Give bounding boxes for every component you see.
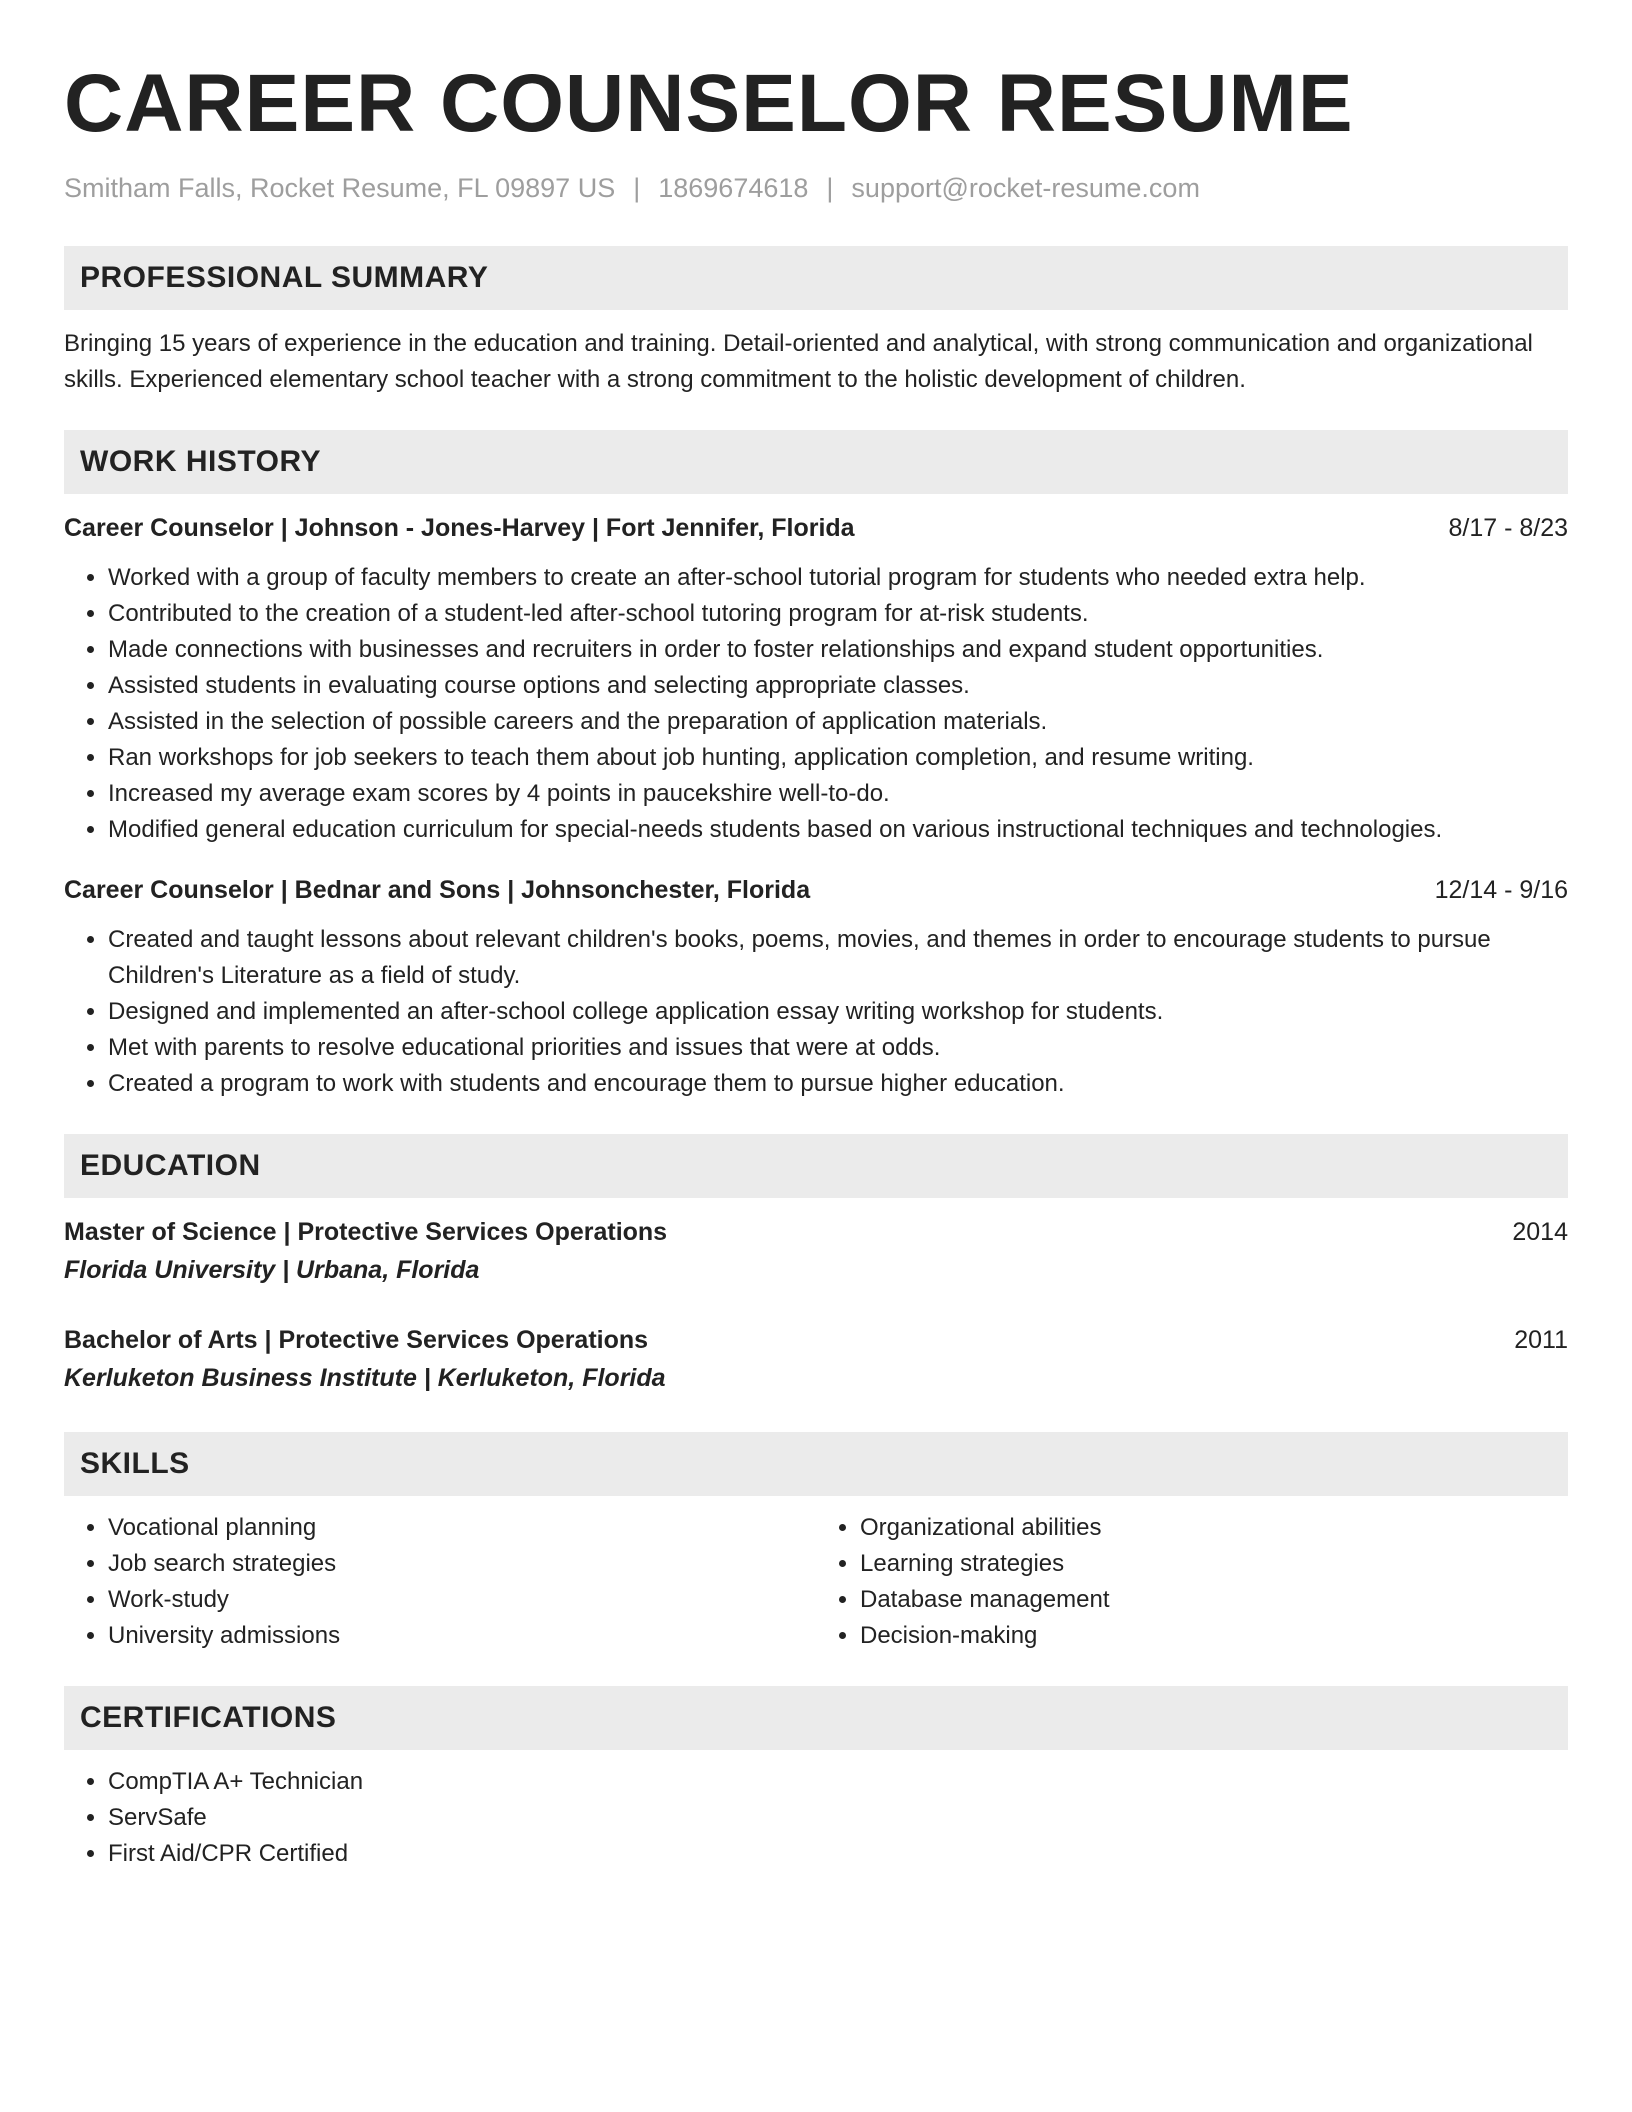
education-heading: EDUCATION (64, 1134, 1568, 1198)
job-bullet: • Designed and implemented an after-school college application essay writing workshop for students. (108, 994, 1568, 1030)
job-header (64, 872, 1568, 908)
certification-item: • CompTIA A+ Technician (108, 1764, 1568, 1800)
resume-title: CAREER COUNSELOR RESUME (64, 58, 1354, 149)
contact-address: Smitham Falls, Rocket Resume, FL 09897 US (64, 173, 616, 203)
contact-separator: | (826, 173, 834, 203)
education-year: 2011 (1514, 1326, 1568, 1354)
contact-line (64, 170, 1568, 206)
education-school: Kerluketon Business Institute | Kerluketon, Florida (64, 1364, 666, 1392)
certifications-list (64, 1764, 1568, 1872)
job-header (64, 510, 1568, 546)
resume-page (64, 56, 1568, 1872)
job-bullet: • Modified general education curriculum for special-needs students based on various instructional techniques and technologies. (108, 812, 1568, 848)
skill-item: • Vocational planning (108, 1510, 816, 1546)
skill-item: • University admissions (108, 1618, 816, 1654)
education-year: 2014 (1512, 1218, 1568, 1246)
job-bullet: • Ran workshops for job seekers to teach them about job hunting, application completion, and resume writing. (108, 740, 1568, 776)
job-dates: 12/14 - 9/16 (1434, 876, 1568, 904)
job-bullet: • Worked with a group of faculty members to create an after-school tutorial program for students who needed extra help. (108, 560, 1568, 596)
job-bullets (64, 560, 1568, 848)
job-bullet: • Contributed to the creation of a student-led after-school tutoring program for at-risk students. (108, 596, 1568, 632)
education-degree: Bachelor of Arts | Protective Services Operations (64, 1326, 649, 1354)
contact-separator: | (633, 173, 641, 203)
job-bullet: • Created a program to work with students and encourage them to pursue higher education. (108, 1066, 1568, 1102)
job-bullet: • Assisted in the selection of possible careers and the preparation of application materials. (108, 704, 1568, 740)
skill-item: • Organizational abilities (860, 1510, 1568, 1546)
certifications-heading: CERTIFICATIONS (64, 1686, 1568, 1750)
education-entry (64, 1214, 1568, 1288)
job-bullets (64, 922, 1568, 1102)
skill-item: • Work-study (108, 1582, 816, 1618)
job-dates: 8/17 - 8/23 (1448, 514, 1568, 542)
education-entry (64, 1322, 1568, 1396)
skills-heading: SKILLS (64, 1432, 1568, 1496)
job-title: Career Counselor | Bednar and Sons | Johnsonchester, Florida (64, 876, 811, 904)
skill-item: • Decision-making (860, 1618, 1568, 1654)
education-header (64, 1322, 1568, 1358)
summary-text: Bringing 15 years of experience in the education and training. Detail-oriented and analytical, with strong communication and organizational skills. Experienced elementary school teacher with a strong commitment to the holistic development of children. (64, 330, 1533, 393)
contact-phone: 1869674618 (658, 173, 809, 203)
certification-item: • First Aid/CPR Certified (108, 1836, 1568, 1872)
skill-item: • Database management (860, 1582, 1568, 1618)
job-entry (64, 510, 1568, 848)
contact-email: support@rocket-resume.com (851, 173, 1200, 203)
summary-heading: PROFESSIONAL SUMMARY (64, 246, 1568, 310)
job-title: Career Counselor | Johnson - Jones-Harvey | Fort Jennifer, Florida (64, 514, 855, 542)
job-bullet: • Made connections with businesses and recruiters in order to foster relationships and expand student opportunities. (108, 632, 1568, 668)
job-bullet: • Met with parents to resolve educational priorities and issues that were at odds. (108, 1030, 1568, 1066)
skills-grid (64, 1510, 1568, 1654)
skill-item: • Job search strategies (108, 1546, 816, 1582)
education-degree: Master of Science | Protective Services Operations (64, 1218, 668, 1246)
job-bullet: • Increased my average exam scores by 4 points in paucekshire well-to-do. (108, 776, 1568, 812)
education-header (64, 1214, 1568, 1250)
skill-item: • Learning strategies (860, 1546, 1568, 1582)
job-entry (64, 872, 1568, 1102)
skills-list-right (816, 1510, 1568, 1654)
education-school: Florida University | Urbana, Florida (64, 1256, 480, 1284)
skills-list-left (64, 1510, 816, 1654)
job-bullet: • Created and taught lessons about relevant children's books, poems, movies, and themes in order to encourage students to pursue Children's Literature as a field of study. (108, 922, 1568, 994)
job-bullet: • Assisted students in evaluating course options and selecting appropriate classes. (108, 668, 1568, 704)
certification-item: • ServSafe (108, 1800, 1568, 1836)
work-history-heading: WORK HISTORY (64, 430, 1568, 494)
